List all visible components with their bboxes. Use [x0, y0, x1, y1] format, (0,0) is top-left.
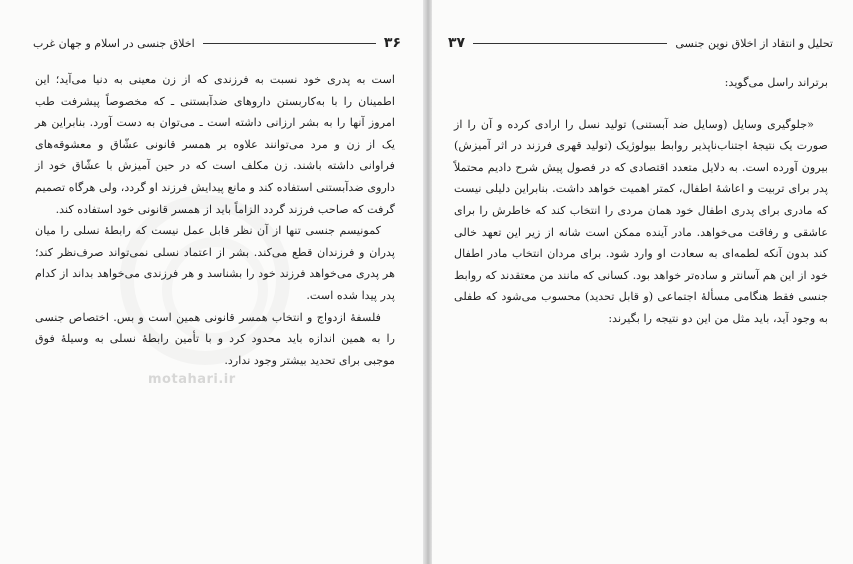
right-header-rule: [473, 43, 667, 44]
book-gutter: [423, 0, 432, 564]
quote-intro: برتراند راسل می‌گوید:: [724, 76, 828, 89]
left-running-title: اخلاق جنسی در اسلام و جهان غرب: [33, 36, 195, 50]
russell-quote: «جلوگیری وسایل (وسایل ضد آبستنی) تولید نسل را ارادی کرده و آن را از صورت یک نتیجهٔ اجتناب‌ناپذیر روابط بیولوژیک (تولید قهری فرزند در اثر آمیزش) بیرون آورده است. به دلایل متعدد اقتصادی که در فصول پیش شرح دادیم محتملاً پدر برای تربیت و اعاشهٔ اطفال، کمتر اهمیت خواهد داشت. بنابراین دلیلی نیست که مادری برای پدری اطفال خود همان مردی را انتخاب کند که خاطرش را برای عاشقی و رفاقت می‌خواهد. مادر آینده ممکن است شانه از زیر این تعهد خالی کند بدون آنکه لطمه‌ای به سعادت او وارد شود. برای مردان انتخاب مادر اطفال خود از این هم آسانتر و ساده‌تر خواهد بود. کسانی که مانند من معتقدند که روابط جنسی فقط هنگامی مسألهٔ اجتماعی (و قابل تحدید) محسوب می‌شود که طفلی به وجود آید، باید مثل من این دو نتیجه را بگیرند:: [454, 117, 828, 325]
left-page-body: [35, 69, 395, 371]
left-paragraph-2: کمونیسم جنسی تنها از آن نظر قابل عمل نیست که رابطهٔ نسلی را میان پدران و فرزندان قطع می‌کند. بشر از اعتماد نسلی نمی‌تواند صرف‌نظر کند؛ هر پدری می‌خواهد فرزند خود را بشناسد و هر فرزندی می‌خواهد بداند از کدام پدر پیدا شده است.: [35, 224, 395, 302]
left-header-rule: [203, 43, 376, 44]
left-paragraph-1: است به پدری خود نسبت به فرزندی که از زن معینی به دنیا می‌آید؛ این اطمینان را با به‌کاربستن داروهای ضدآبستنی ـ که مخصوصاً پیشرفت طب امروز آنها را به بشر ارزانی داشته است ـ می‌توان به دست آورد. بنابراین هر یک از زن و مرد می‌توانند علاوه بر همسر قانونی عشّاق و معشوقه‌های فراوانی داشته باشند. زن مکلف است که در حین آمیزش با عشّاق خود از داروی ضدآبستنی استفاده کند و مانع پیدایش فرزند او گردد، ولی هرگاه تصمیم گرفت که صاحب فرزند گردد الزاماً باید از همسر قانونی خود استفاده کند.: [35, 73, 395, 216]
left-page-number: ۳۶: [383, 35, 401, 51]
right-page: [432, 0, 853, 564]
right-page-number: ۳۷: [448, 35, 466, 51]
left-paragraph-3: فلسفهٔ ازدواج و انتخاب همسر قانونی همین است و بس. اختصاص جنسی را به همین اندازه باید محدود کرد و با تأمین رابطهٔ نسلی به وسیلهٔ فوق موجبی برای تحدید بیشتر وجود ندارد.: [35, 310, 395, 367]
watermark-text: motahari.ir: [148, 372, 236, 387]
right-running-title: تحلیل و انتقاد از اخلاق نوین جنسی: [675, 36, 833, 50]
left-running-head: [33, 33, 401, 53]
left-page: [0, 0, 423, 564]
right-page-body: [454, 72, 828, 330]
right-running-head: [448, 33, 833, 53]
